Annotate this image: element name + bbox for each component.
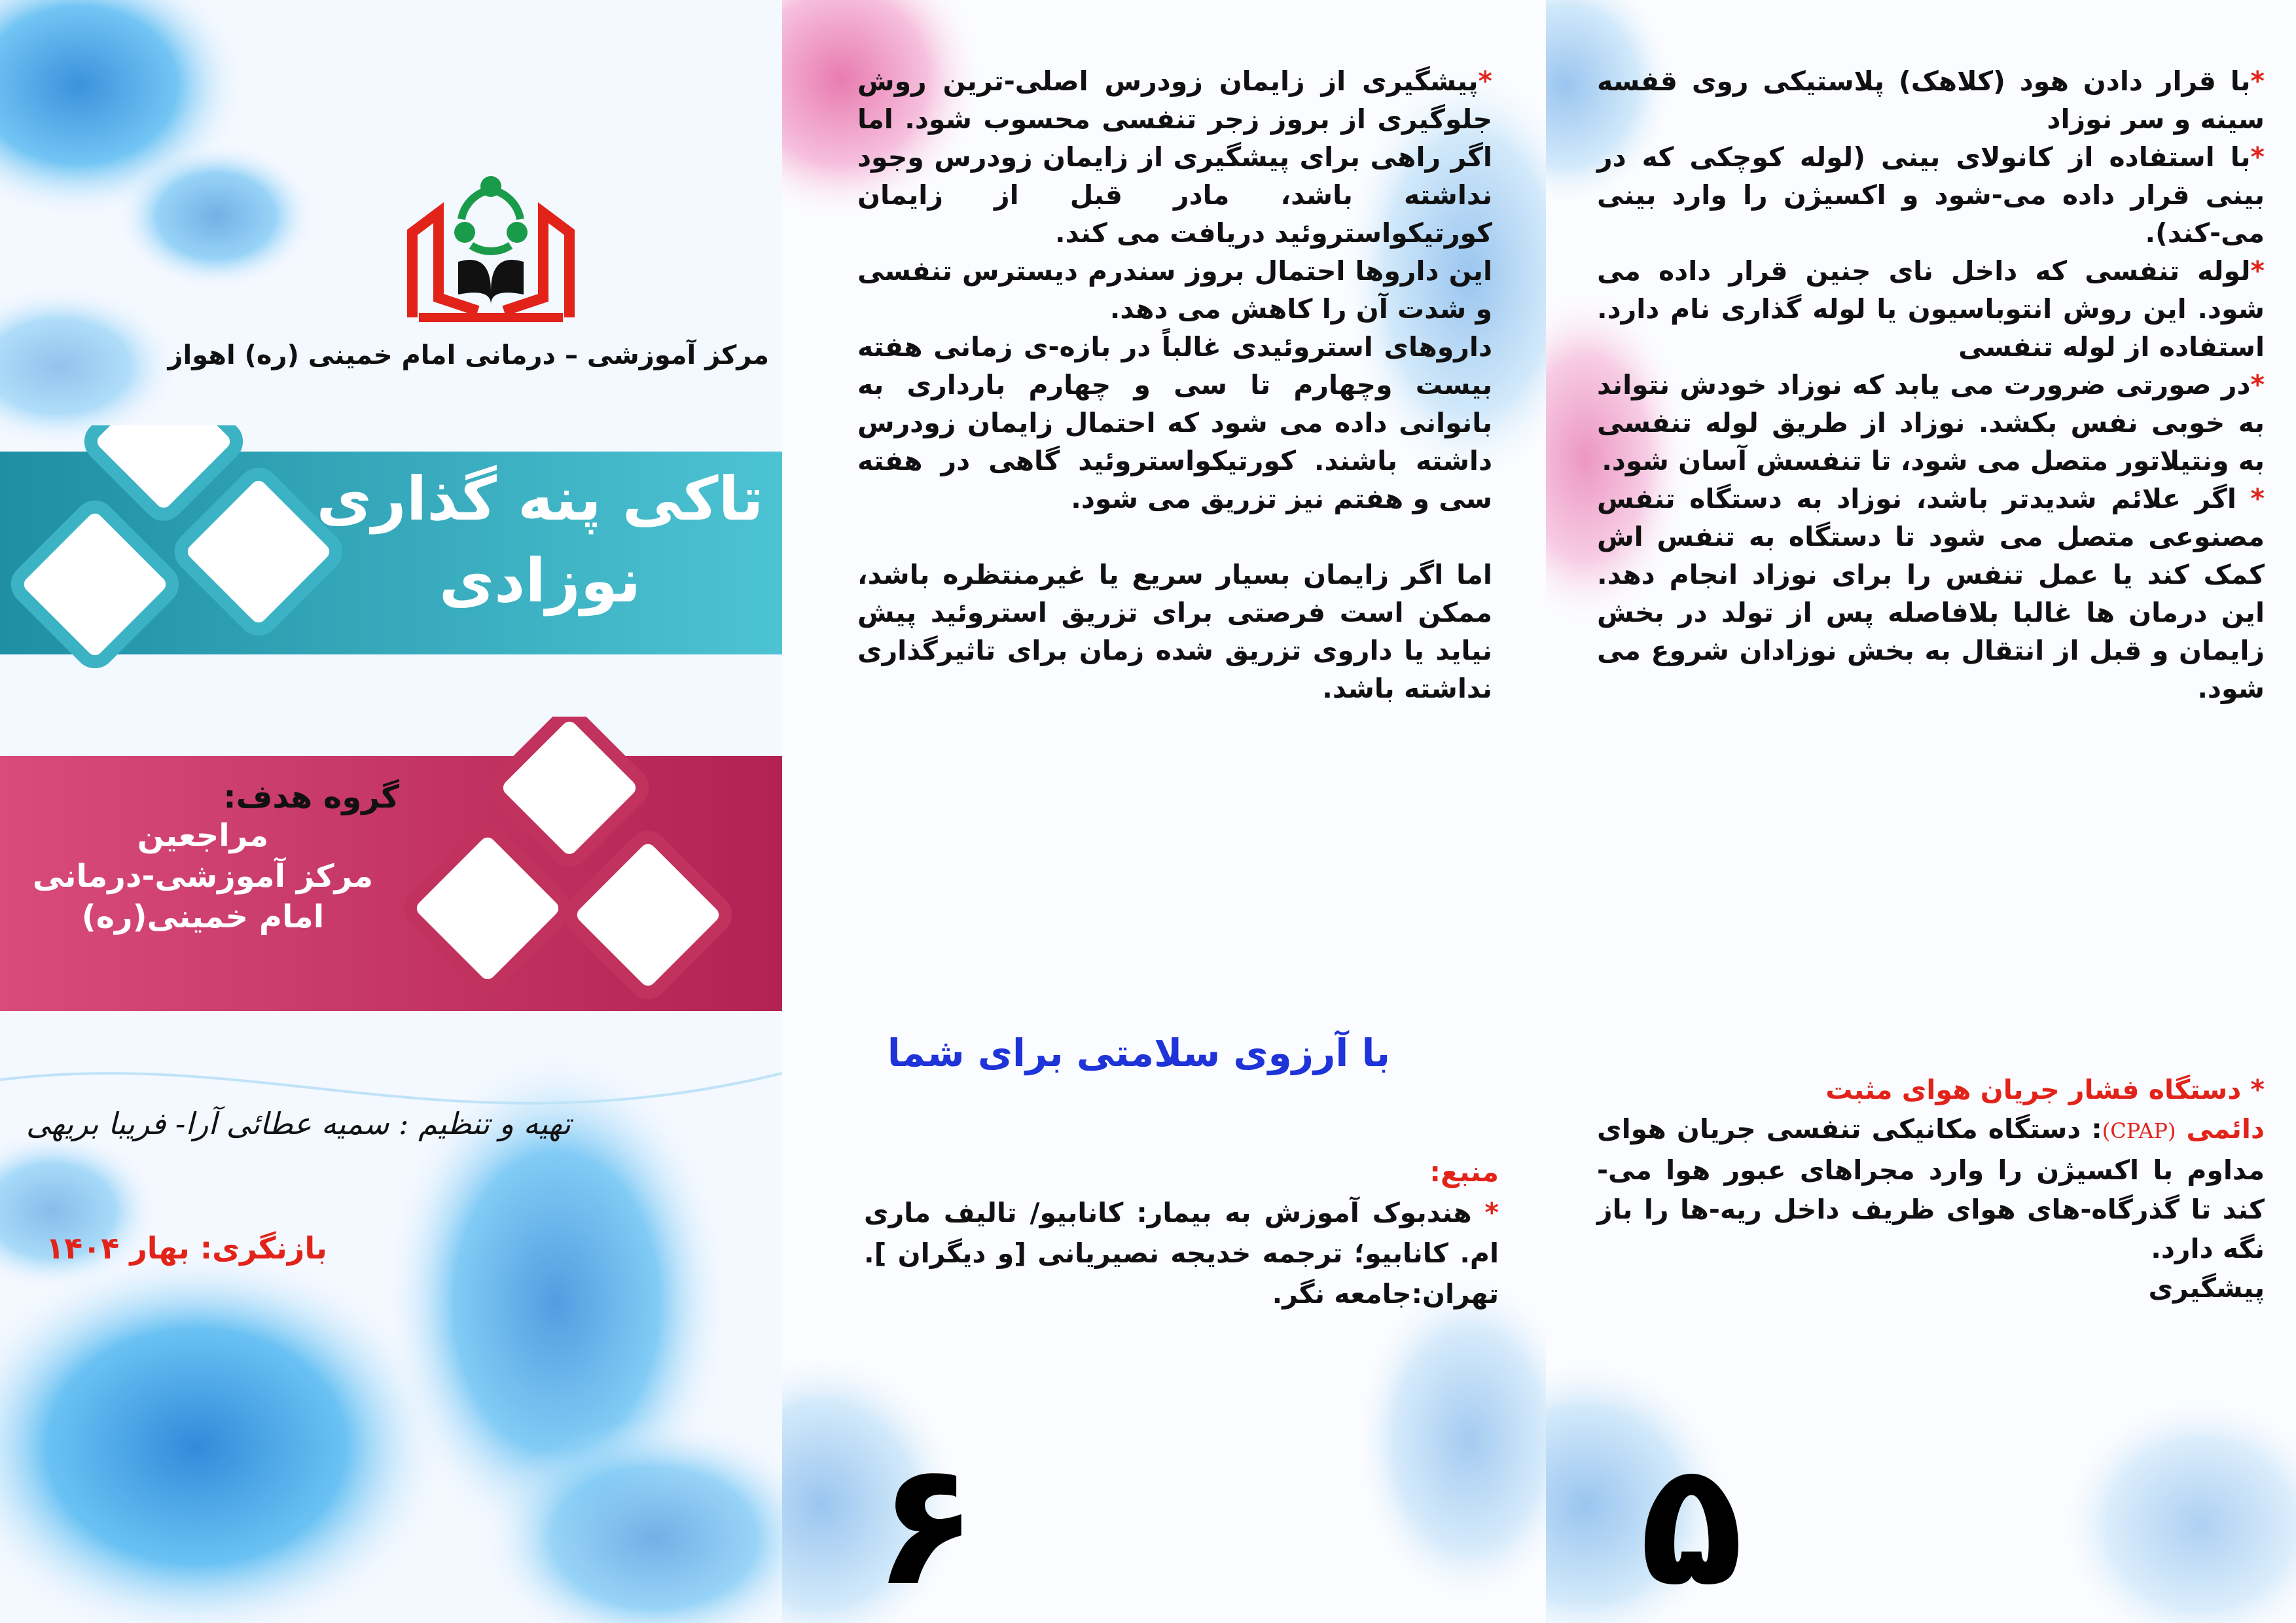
cpap-heading: * دستگاه فشار جریان هوای مثبت [1825,1074,2265,1105]
target-title: گروه هدف: [223,779,399,815]
paragraph: *پیشگیری از زایمان زودرس اصلی-ترین روش جلوگیری از بروز زجر تنفسی محسوب شود. اما اگر راهی برای پیشگیری از زایمان زودرس وجود نداشته باشد، مادر قبل از زایمان کورتیکواستروئید دریافت می کند. [857,65,1492,249]
book-and-cycle-logo-icon [399,141,583,324]
paragraph: این داروها احتمال بروز سندرم دیسترس تنفسی و شدت آن را کاهش می دهد. [857,255,1492,325]
asterisk-star-icon: * [2241,1074,2265,1105]
cpap-section [1597,1070,2265,1308]
target-group [0,779,406,937]
asterisk-star-icon: * [2250,65,2265,97]
cpap-last: پیشگیری [2148,1272,2265,1304]
paragraph: اما اگر زایمان بسیار سریع یا غیرمنتظره باشد، ممکن است فرصتی برای تزریق استروئید پیش نیاید یا داروی تزریق شده زمان برای تاثیرگذاری نداشته باشد. [857,559,1492,704]
prepared-by: تهیه و تنظیم : سمیه عطائی آرا- فریبا بریهی [26,1106,571,1141]
page-6-text [857,62,1492,707]
paragraph: * اگر علائم شدیدتر باشد، نوزاد به دستگاه تنفس مصنوعی متصل می شود تا دستگاه به تنفس اش کمک کند یا عمل تنفس را برای نوزاد انجام دهد. این درمان ها غالبا بلافاصله پس از تولد در بخش زایمان و قبل از انتقال به بخش نوزادان شروع می شود. [1597,483,2265,704]
asterisk-star-icon: * [1471,1197,1499,1228]
main-title-line2: نوزادی [439,546,641,616]
target-line: امام خمینی(ره) [81,899,325,935]
paragraph: *در صورتی ضرورت می یابد که نوزاد خودش نتواند به خوبی نفس بکشد. نوزاد از طریق لوله تنفسی به ونتیلاتور متصل می شود، تا تنفسش آسان شود. [1597,369,2265,476]
asterisk-star-icon: * [2250,255,2265,287]
page-5-text [1597,62,2265,707]
wish-message: با آرزوی سلامتی برای شما [887,1031,1391,1075]
paragraph: *با قرار دادن هود (کلاهک) پلاستیکی روی قفسه سینه و سر نوزاد [1597,65,2265,135]
asterisk-star-icon: * [2250,141,2265,173]
source-block [864,1152,1499,1314]
asterisk-star-icon: * [2236,483,2265,514]
paragraph: *لوله تنفسی که داخل نای جنین قرار داده می شود. این روش انتوباسیون یا لوله گذاری نام دارد. استفاده از لوله تنفسی [1597,255,2265,363]
source-text: * هندبوک آموزش به بیمار: کانابیو/ تالیف ماری ام. کانابیو؛ ترجمه خدیجه نصیریانی [و دیگران ]. تهران:جامعه نگر. [864,1197,1499,1310]
main-title [311,458,769,622]
cpap-body: دائمی (CPAP): دستگاه مکانیکی تنفسی جریان هوای مداوم با اکسیژن را وارد مجراهای عبور هوا می-کند تا گذرگاه-های هوای ظریف داخل ریه-ها را باز نگه دارد. [1597,1113,2265,1264]
revision-date: بازنگری: بهار ۱۴۰۴ [46,1230,327,1266]
paragraph: داروهای استروئیدی غالباً در بازه-ی زمانی هفته بیست وچهارم تا سی و چهارم بارداری به بانوانی داده می شود که احتمال زایمان زودرس داشته باشند. کورتیکواستروئید گاهی در هفته سی و هفتم نیز تزریق می شود. [857,331,1492,514]
page-number: ۵ [1640,1426,1744,1623]
main-title-line1: تاکی پنه گذاری [316,464,764,534]
source-title: منبع: [1429,1156,1499,1188]
target-line: مراجعین [137,817,269,854]
page-number: ۶ [874,1426,978,1623]
asterisk-star-icon: * [1478,65,1492,97]
asterisk-star-icon: * [2250,369,2265,401]
center-name: مرکز آموزشی – درمانی امام خمینی (ره) اهواز [168,340,769,370]
paragraph: *با استفاده از کانولای بینی (لوله کوچکی که در بینی قرار داده می-شود و اکسیژن را وارد بینی می-کند). [1597,141,2265,249]
target-line: مرکز آموزشی-درمانی [32,858,374,895]
cover-panel [0,0,782,1623]
